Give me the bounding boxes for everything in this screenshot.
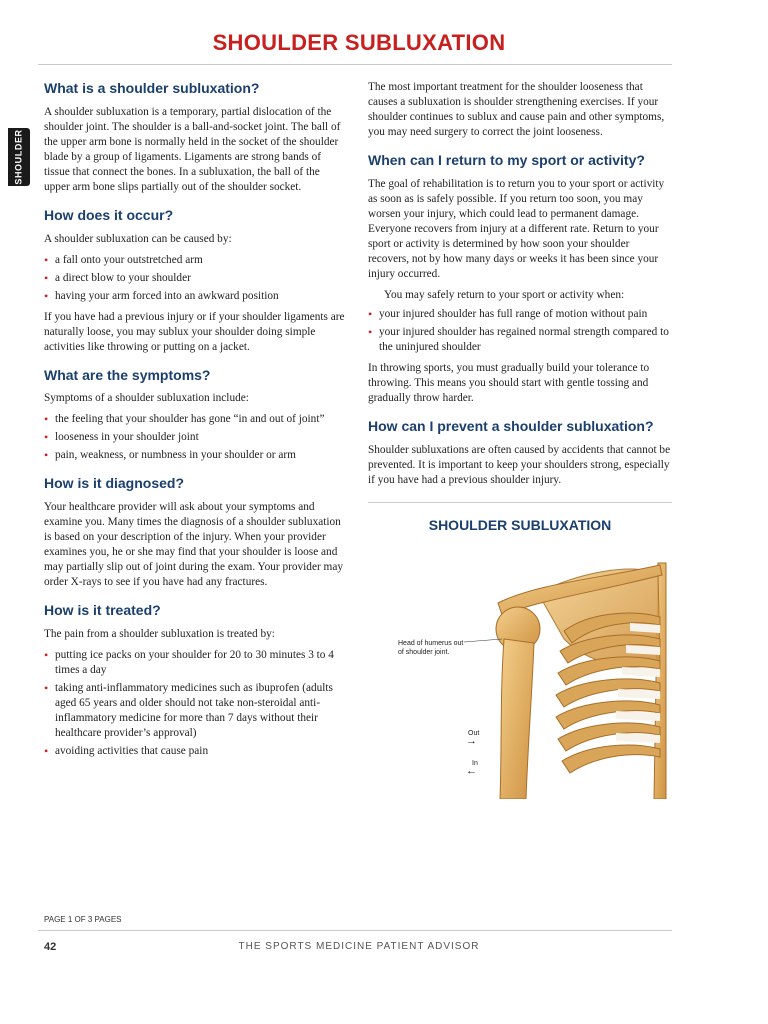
how-occur-text: If you have had a previous injury or if your shoulder ligaments are naturally loose, you may sublux your shoulder doing simple activities like throwing or putting on a jacket. — [44, 310, 345, 353]
section-return — [368, 152, 672, 406]
list-item: • looseness in your shoulder joint — [44, 430, 346, 445]
section-how-occur — [44, 207, 346, 355]
side-tab-label: SHOULDER — [14, 129, 24, 185]
footer-divider — [38, 930, 672, 931]
heading-how-occur: How does it occur? — [44, 206, 174, 223]
figure-title: SHOULDER SUBLUXATION — [428, 516, 612, 533]
list-item: • putting ice packs on your shoulder for 20 to 30 minutes 3 to 4 times a day — [44, 648, 346, 678]
label-leader-line — [368, 543, 672, 799]
right-arrow-icon: → — [466, 734, 477, 747]
section-treatment-continued — [368, 80, 672, 140]
symptoms-list — [44, 412, 346, 463]
prevent-text: Shoulder subluxations are often caused by accidents that cannot be prevented. It is important to keep your shoulders strong, especially if you have had a previous shoulder injury. — [368, 443, 671, 486]
list-item: • a direct blow to your shoulder — [44, 271, 346, 286]
section-prevent — [368, 418, 672, 488]
section-symptoms — [44, 367, 346, 464]
section-what-is — [44, 80, 346, 195]
section-side-tab — [8, 128, 30, 186]
left-arrow-icon: ← — [466, 764, 477, 777]
list-item: • taking anti-inflammatory medicines such as ibuprofen (adults aged 65 years and older should not take non-steroidal anti-inflammatory medicine for more than 7 days without their healthcare provider’s approval) — [44, 681, 346, 741]
treatment-list — [44, 648, 346, 759]
how-occur-intro: A shoulder subluxation can be caused by: — [44, 232, 232, 245]
page-title: SHOULDER SUBLUXATION — [212, 30, 506, 55]
section-treated — [44, 602, 346, 759]
list-item: • a fall onto your outstretched arm — [44, 253, 346, 268]
right-column — [368, 80, 672, 799]
list-item: • pain, weakness, or numbness in your shoulder or arm — [44, 448, 346, 463]
return-intro: You may safely return to your sport or activity when: — [384, 288, 625, 301]
section-diagnosed — [44, 475, 346, 590]
figure-divider — [368, 502, 672, 503]
in-label: In — [472, 759, 478, 767]
heading-treated: How is it treated? — [44, 602, 161, 619]
heading-what-is: What is a shoulder subluxation? — [44, 80, 260, 96]
list-item: • avoiding activities that cause pain — [44, 744, 346, 759]
list-item: • your injured shoulder has regained normal strength compared to the uninjured shoulder — [368, 325, 672, 355]
heading-return: When can I return to my sport or activity? — [368, 152, 645, 168]
causes-list — [44, 253, 346, 304]
diagnosed-text: Your healthcare provider will ask about your symptoms and examine you. Many times the diagnosis of a shoulder subluxation is based on your description of the injury. When your provider examines you, he or she may find that your shoulder is loose and may partially slip out of joint during the exam. Your provider may order X-rays to see if you have had any fractures. — [44, 501, 344, 589]
treatment-continued-text: The most important treatment for the shoulder looseness that causes a subluxation is shoulder strengthening exercises. If your shoulder continues to sublux and cause pain and other symptoms, you may need surgery to correct the joint looseness. — [368, 81, 665, 138]
return-text: The goal of rehabilitation is to return you to your sport or activity as soon as is safely possible. If you return too soon, you may worsen your injury, which could lead to permanent damage. Everyone recovers from injury at a different rate. Return to your sport or activity is determined by how soon your shoulder recovers, not by how many days or weeks it has been since your injury occurred. — [368, 177, 665, 280]
page-number: 42 — [44, 941, 57, 953]
what-is-text: A shoulder subluxation is a temporary, partial dislocation of the shoulder joint. The shoulder is a ball-and-socket joint. The ball of the upper arm bone is normally held in the socket of the shoulder blade by a group of ligaments. Ligaments are strong bands of tissue that connect the bones. In a subluxation, the ball of the upper arm bone slips partially out of the shoulder socket. — [44, 105, 341, 193]
list-item: • the feeling that your shoulder has gone “in and out of joint” — [44, 412, 346, 427]
title-divider — [38, 64, 672, 65]
out-label: Out — [468, 729, 480, 737]
page-count: PAGE 1 OF 3 PAGES — [44, 915, 122, 924]
heading-symptoms: What are the symptoms? — [44, 366, 211, 383]
left-column — [44, 80, 346, 771]
heading-prevent: How can I prevent a shoulder subluxation? — [368, 417, 654, 434]
treated-intro: The pain from a shoulder subluxation is treated by: — [44, 627, 275, 640]
heading-diagnosed: How is it diagnosed? — [44, 475, 185, 492]
list-item: • having your arm forced into an awkward position — [44, 289, 346, 304]
running-footer: THE SPORTS MEDICINE PATIENT ADVISOR — [238, 941, 480, 952]
humerus-label: Head of humerus out of shoulder joint. — [398, 639, 464, 656]
return-throwing-text: In throwing sports, you must gradually build your tolerance to throwing. This means you should start with gentle tossing and gradually throw harder. — [368, 361, 650, 404]
return-criteria-list — [368, 307, 672, 355]
list-item: • your injured shoulder has full range of motion without pain — [368, 307, 672, 322]
symptoms-intro: Symptoms of a shoulder subluxation include: — [44, 392, 249, 405]
shoulder-anatomy-figure — [368, 543, 672, 799]
